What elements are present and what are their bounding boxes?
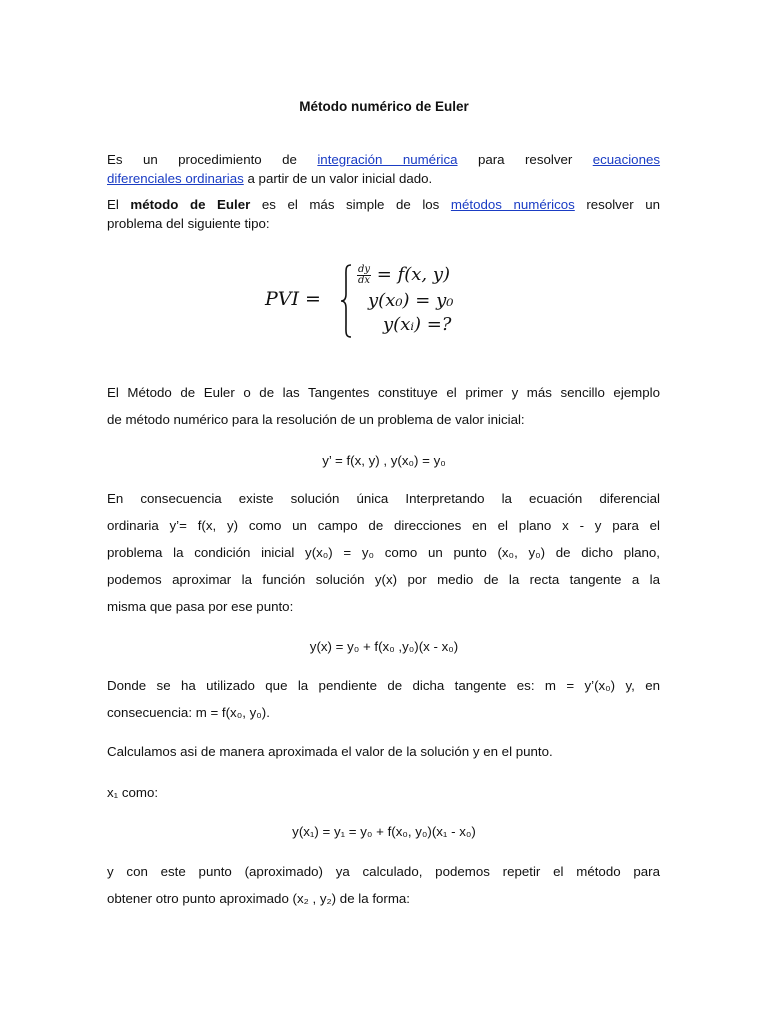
p2-line-3: problema la condición inicial y(x₀) = y₀ como un punto (x₀, y₀) de dicho plano, [107, 545, 660, 560]
derivative-fraction [357, 265, 371, 286]
frac-numerator: dy [358, 263, 371, 275]
pvi-eq-1: = f(x, y) [376, 264, 451, 285]
p4-line: Calculamos asi de manera aproximada el valor de la solución y en el punto. [107, 744, 553, 759]
p6-line-1: y con este punto (aproximado) ya calculado, podemos repetir el método para [107, 864, 660, 879]
p5-line: x₁ como: [107, 785, 159, 800]
intro-line-2 [107, 170, 660, 188]
p2-line-4: podemos aproximar la función solución y(x) por medio de la recta tangente a la [107, 572, 660, 587]
p3-line-1: Donde se ha utilizado que la pendiente de dicha tangente es: m = y’(x₀) y, en [107, 678, 660, 693]
def-line-1 [107, 196, 660, 214]
frac-denominator: dx [358, 274, 371, 286]
left-brace-icon [340, 264, 352, 338]
intro-line-1 [107, 151, 660, 169]
p1-line-1: El Método de Euler o de las Tangentes constituye el primer y más sencillo ejemplo [107, 385, 660, 400]
def-text-mid: es el más simple de los [261, 197, 440, 212]
pvi-row-1 [357, 264, 450, 286]
pvi-eq-3: y(xᵢ) =? [383, 314, 452, 335]
intro-text-pre: Es un procedimiento de [107, 152, 297, 167]
p3-line-2: consecuencia: m = f(x₀, y₀). [107, 705, 270, 720]
p2-line-5: misma que pasa por ese punto: [107, 599, 294, 614]
link-integracion-numerica[interactable]: integración numérica [317, 152, 458, 167]
link-diferenciales-ordinarias[interactable]: diferenciales ordinarias [107, 171, 244, 186]
link-metodos-numericos[interactable]: métodos numéricos [450, 197, 575, 212]
equation-3: y(x₁) = y₁ = y₀ + f(x₀, y₀)(x₁ - x₀) [292, 824, 476, 839]
def-text-pre: El [107, 197, 119, 212]
document-title: Método numérico de Euler [299, 99, 469, 114]
p2-line-1: En consecuencia existe solución única Interpretando la ecuación diferencial [107, 491, 660, 506]
intro-text-mid: para resolver [477, 152, 573, 167]
p6-line-2: obtener otro punto aproximado (x₂ , y₂) de la forma: [107, 891, 411, 906]
def-text-post: resolver un [586, 197, 660, 212]
equation-2: y(x) = y₀ + f(x₀ ,y₀)(x - x₀) [309, 639, 459, 654]
link-ecuaciones[interactable]: ecuaciones [592, 152, 661, 167]
p2-line-2: ordinaria y’= f(x, y) como un campo de direcciones en el plano x - y para el [107, 518, 660, 533]
pvi-eq-2: y(x₀) = y₀ [368, 290, 454, 311]
equation-1: y’ = f(x, y) , y(x₀) = y₀ [322, 453, 446, 468]
p1-line-2: de método numérico para la resolución de un problema de valor inicial: [107, 412, 525, 427]
pvi-label: PVI = [265, 288, 321, 310]
intro-text-post: a partir de un valor inicial dado. [247, 171, 433, 186]
def-line-2: problema del siguiente tipo: [107, 216, 270, 231]
pvi-formula [265, 262, 465, 342]
def-bold-term: método de Euler [130, 197, 251, 212]
